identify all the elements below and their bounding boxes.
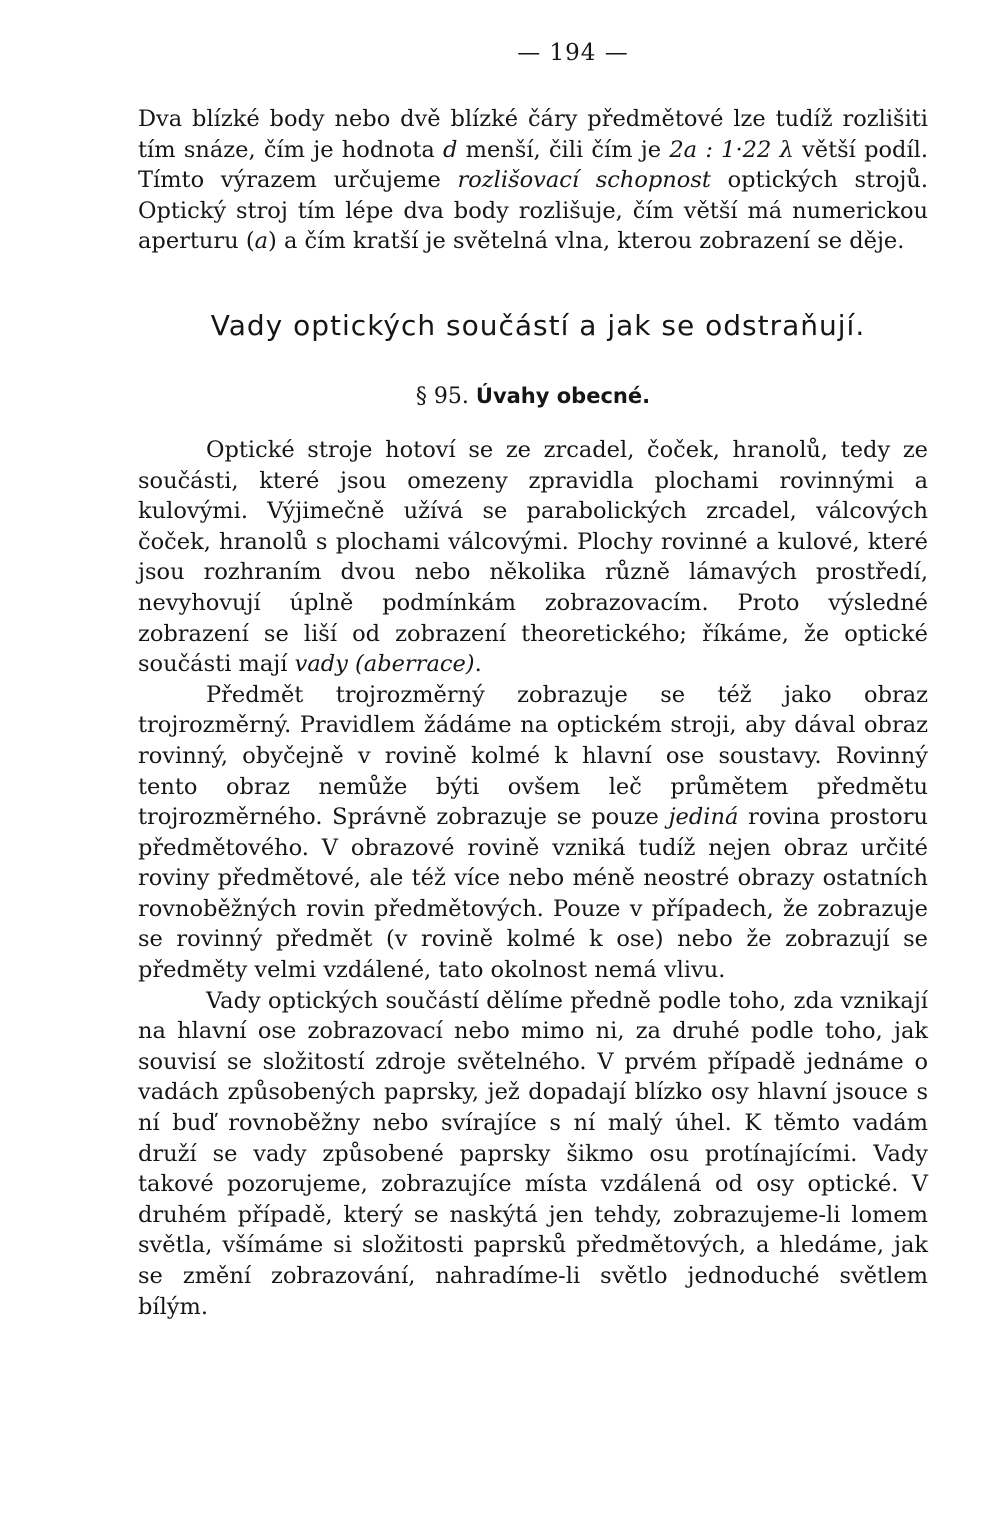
term-single: jediná bbox=[668, 804, 739, 831]
paragraph3-text: Vady optických součástí dělíme předně podle toho, zda vznikají na hlavní ose zobrazovací nebo mimo ni, za druhé podle toho, jak souvisí se složitostí zdroje světelného. V prvém případě jednáme o vadách způsobených paprsky, jež dopadají blízko osy hlavní jsouce s ní buď rovnoběžny nebo svírajíce s ní malý úhel. K těmto vadám druží se vady způsobené paprsky šikmo osu protínajícími. Vady takové pozorujeme, zobrazujíce místa vzdálená od osy optické. V druhém případě, který se naskýtá jen tehdy, zobrazujeme-li lomem světla, všímáme si složitosti paprsků předmětových, a hledáme, jak se změní zobrazování, nahradíme-li světlo jednoduché světlem bílým. bbox=[138, 987, 928, 1320]
paragraph2-text-1: Předmět trojrozměrný zobrazuje se též jako obraz trojrozměrný. Pravidlem žádáme na optickém stroji, aby dával obraz rovinný, obyčejně v rovině kolmé k hlavní ose soustavy. Rovinný tento obraz nemůže býti ovšem leč průmětem předmětu trojrozměrného. Správně zobrazuje se pouze bbox=[138, 681, 928, 831]
section-heading bbox=[138, 384, 928, 409]
intro-text-1: Dva blízké body nebo dvě blízké čáry předmětové lze tudíž rozlišiti tím snáze, čím je hodnota bbox=[138, 106, 928, 163]
resolution-formula: 2a : 1·22 λ bbox=[669, 136, 794, 163]
page-number: — 194 — bbox=[517, 40, 629, 66]
paragraph2-text-2: rovina prostoru předmětového. V obrazové rovině vzniká tudíž nejen obraz určité roviny předmětové, ale též více nebo méně neostré obrazy ostatních rovnoběžných rovin předmětových. Pouze v případech, že zobrazuje se rovinný předmět (v rovině kolmé k ose) nebo že zobrazují se předměty velmi vzdálené, tato okolnost nemá vlivu. bbox=[138, 804, 928, 984]
term-aberrations: vady (aberrace) bbox=[294, 651, 475, 678]
paragraph1-end: . bbox=[474, 651, 482, 678]
intro-text-5: ) a čím kratší je světelná vlna, kterou zobrazení se děje. bbox=[268, 228, 905, 255]
intro-text-3: větší podíl. Tímto výrazem určujeme bbox=[138, 136, 929, 194]
intro-paragraph bbox=[138, 104, 928, 257]
section-number: § 95. bbox=[415, 383, 469, 409]
chapter-title: Vady optických součástí a jak se odstraňují. bbox=[210, 308, 866, 342]
section-name: Úvahy obecné. bbox=[475, 383, 651, 408]
paragraph-classification bbox=[138, 986, 928, 1323]
paragraph-three-dimensional bbox=[138, 680, 928, 986]
term-resolving-power: rozlišovací schopnost bbox=[457, 167, 711, 194]
variable-d: d bbox=[443, 136, 458, 163]
paragraph1-text: Optické stroje hotoví se ze zrcadel, čoček, hranolů, tedy ze součásti, které jsou omezeny zpravidla plochami rovinnými a kulovými. Výjimečně užívá se parabolických zrcadel, válcových čoček, hranolů s plochami válcovými. Plochy rovinné a kulové, které jsou rozhraním dvou nebo několika různě lámavých prostředí, nevyhovují úplně podmínkám zobrazovacím. Proto výsledné zobrazení se liší od zobrazení theoretického; říkáme, že optické součásti mají bbox=[138, 436, 928, 678]
variable-a: a bbox=[254, 228, 269, 255]
intro-text-4: optických strojů. Optický stroj tím lépe dva body rozlišuje, čím větší má numerickou aperturu ( bbox=[138, 167, 928, 255]
document-page bbox=[138, 40, 928, 1322]
paragraph-aberrations-intro bbox=[138, 435, 928, 680]
intro-text-2: menší, čili čím je bbox=[457, 136, 670, 163]
